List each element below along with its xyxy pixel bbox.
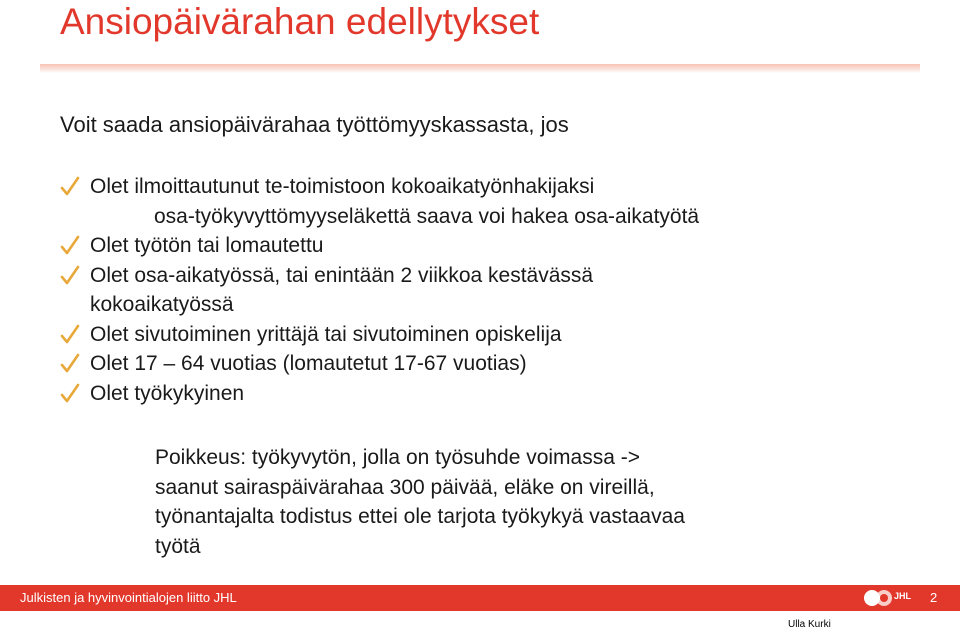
checkmark-icon <box>60 231 80 260</box>
page-number: 2 <box>930 590 938 605</box>
list-item-text: Olet ilmoittautunut te-toimistoon kokoaikatyönhakijaksi <box>90 175 595 198</box>
list-item <box>60 261 920 320</box>
list-item <box>60 379 920 409</box>
checkmark-icon <box>60 172 80 201</box>
title-divider <box>40 64 920 73</box>
list-item-text: Olet 17 – 64 vuotias (lomautetut 17-67 vuotias) <box>90 352 527 375</box>
exception-line: saanut sairaspäivärahaa 300 päivää, eläke on vireillä, <box>155 475 655 499</box>
logo-text: JHL <box>894 591 912 601</box>
list-item-text: Olet sivutoiminen yrittäjä tai sivutoiminen opiskelija <box>90 322 562 346</box>
list-item <box>60 320 920 350</box>
checkmark-icon <box>60 320 80 349</box>
exception-line: työtä <box>155 534 201 558</box>
footer-organization: Julkisten ja hyvinvointialojen liitto JHL <box>20 590 237 605</box>
exception-note <box>155 443 855 561</box>
list-item-text: Olet työkykyinen <box>90 381 245 405</box>
list-item-text: osa-työkyvyttömyyseläkettä saava voi hakea osa-aikatyötä <box>154 204 700 228</box>
intro-text: Voit saada ansiopäivärahaa työttömyyskassasta, jos <box>60 112 569 137</box>
checkmark-icon <box>60 349 80 378</box>
exception-line: työnantajalta todistus ettei ole tarjota työkykyä vastaavaa <box>155 505 685 528</box>
list-item <box>60 349 920 379</box>
list-item <box>60 172 920 231</box>
footer-bar <box>0 585 960 611</box>
list-item <box>60 231 920 261</box>
author-name: Ulla Kurki <box>788 619 831 630</box>
list-item-text: Olet osa-aikatyössä, tai enintään 2 viikkoa kestävässä <box>90 263 594 287</box>
slide-title: Ansiopäivärahan edellytykset <box>60 1 540 42</box>
checkmark-icon <box>60 261 80 290</box>
list-item-text: Olet työtön tai lomautettu <box>90 234 324 257</box>
checkmark-icon <box>60 379 80 408</box>
requirements-list <box>60 172 920 408</box>
exception-line: Poikkeus: työkyvytön, jolla on työsuhde voimassa -> <box>155 446 640 469</box>
list-item-text: kokoaikatyössä <box>90 293 234 316</box>
